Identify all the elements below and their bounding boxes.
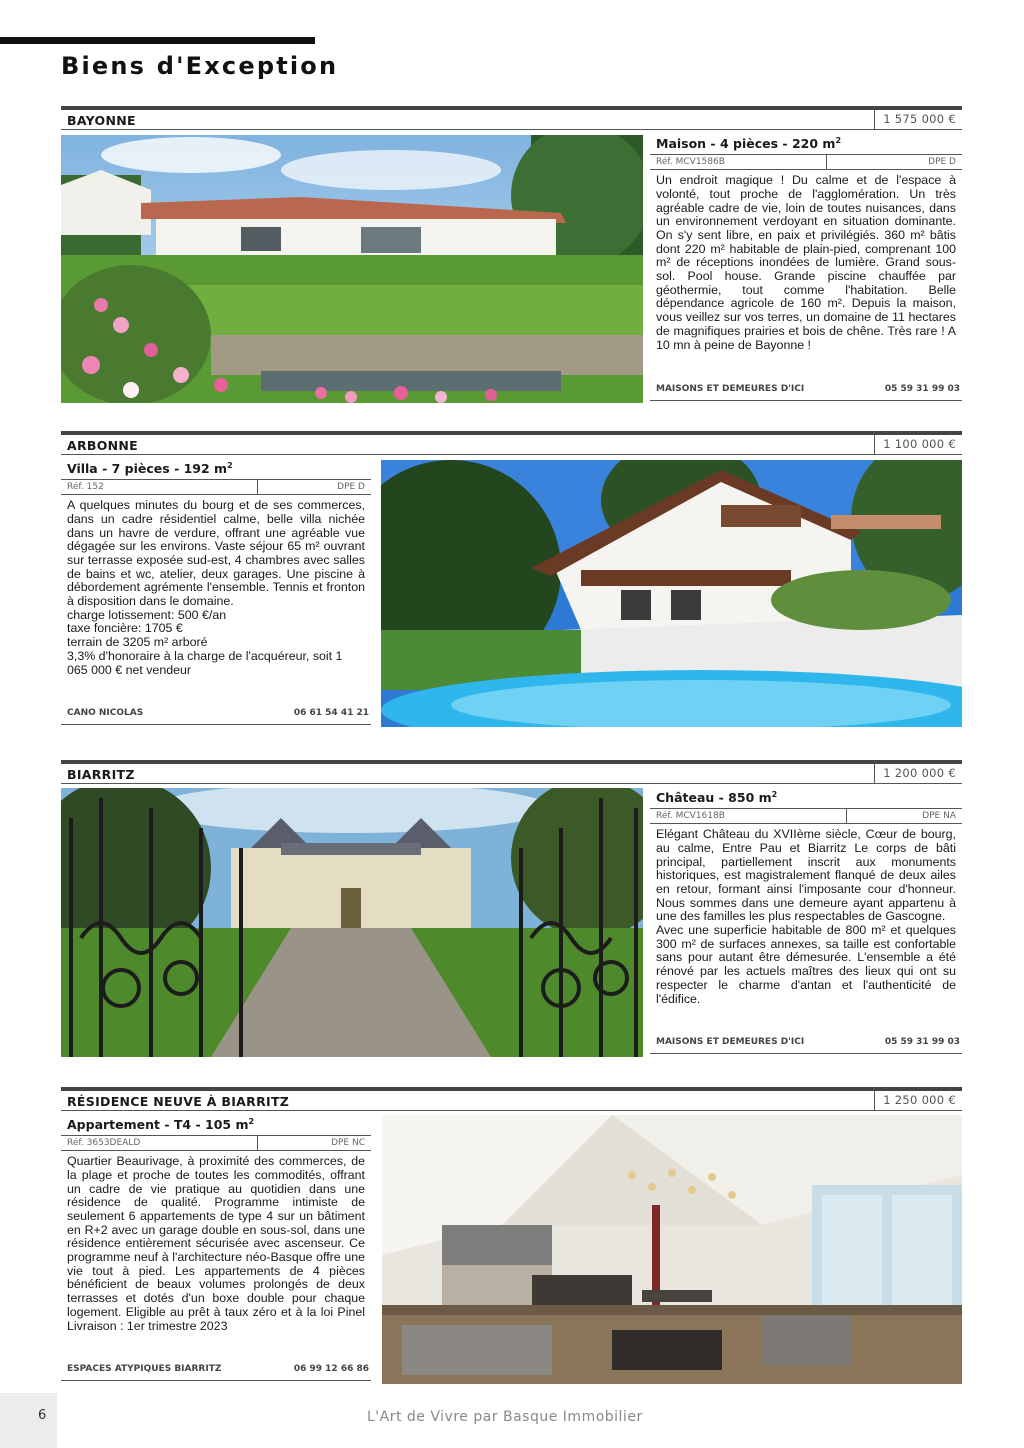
property-type: Appartement - T4 - 105 $m^2$ (61, 1115, 371, 1136)
property-type: Villa - 7 pièces - 192 $m^2$ (61, 459, 371, 480)
listing-arbonne (61, 431, 962, 729)
property-photo[interactable] (61, 135, 643, 403)
ref-row (61, 1136, 371, 1151)
page-number: 6 (38, 1408, 47, 1423)
property-photo[interactable] (381, 460, 962, 727)
reference: Réf. 152 (67, 482, 104, 493)
description: Un endroit magique ! Du calme et de l'espace à volonté, tout proche de l'agglomération. Un très agréable cadre de vie, loin de toutes nuisances, dans un environnement verdoyant en situation dominante. On s'y sent libre, en paix et privilégiés. 360 m² bâtis dont 220 m² habitable de plain-pied, comprenant 100 m² de réceptions inondées de lumière. Grand sous-sol. Pool house. Grande piscine chauffée par géothermie, tout comme l'habitation. Belle dépendance agricole de 160 m². Depuis la maison, vous veillez sur vos terres, un domaine de 11 hectares de magnifiques prairies et bois de chêne. Très rare ! A 10 mn à peine de Bayonne ! (656, 173, 956, 352)
ref-row (61, 480, 371, 495)
agency-name: CANO NICOLAS (67, 708, 144, 718)
listing-price: 1 200 000 € (874, 760, 962, 784)
listing-price: 1 100 000 € (874, 431, 962, 455)
listing-price: 1 575 000 € (874, 106, 962, 130)
agency-name: MAISONS ET DEMEURES D'ICI (656, 1037, 805, 1047)
listing-details (61, 459, 371, 727)
listing-city: ARBONNE (67, 438, 139, 453)
dpe-rating: DPE NA (922, 811, 956, 822)
page-title: Biens d'Exception (61, 52, 339, 80)
listing-city: RÉSIDENCE NEUVE À BIARRITZ (67, 1094, 290, 1109)
listing-biarritz (61, 760, 962, 1060)
agency-name: ESPACES ATYPIQUES BIARRITZ (67, 1364, 222, 1374)
ref-row (650, 809, 962, 824)
property-type: Maison - 4 pièces - 220 $m^2$ (650, 134, 962, 155)
description: A quelques minutes du bourg et de ses commerces, dans un cadre résidentiel calme, belle villa nichée dans un havre de verdure, offrant une agréable vue dégagée sur les environs. Vaste séjour 65 m² ouvrant sur terrasse exposée sud-est, 4 chambres avec salles de bains et wc, atelier, deux garages. Une piscine à débordement agrémente l'ensemble. Tennis et fronton à disposition dans le domaine. charge lotissement: 500 €/an taxe foncière: 1705 € terrain de 3205 m² arboré 3,3% d'honoraire à la charge de l'acquéreur, soit 1 065 000 € net vendeur (67, 498, 365, 677)
ref-row (650, 155, 962, 170)
agency-row (61, 703, 371, 725)
reference: Réf. 3653DEALD (67, 1138, 141, 1149)
agency-name: MAISONS ET DEMEURES D'ICI (656, 384, 805, 394)
listing-header (61, 1087, 962, 1111)
dpe-rating: DPE D (928, 157, 956, 168)
agency-row (61, 1359, 371, 1381)
property-type: Château - 850 $m^2$ (650, 788, 962, 809)
listing-city: BAYONNE (67, 113, 136, 128)
listing-price: 1 250 000 € (874, 1087, 962, 1111)
agency-row (650, 379, 962, 401)
property-photo[interactable] (382, 1115, 962, 1384)
listing-details (650, 134, 962, 404)
listing-header (61, 760, 962, 784)
reference: Réf. MCV1586B (656, 157, 725, 168)
listing-city: BIARRITZ (67, 767, 135, 782)
description: Quartier Beaurivage, à proximité des commerces, de la plage et proche de toutes les commodités, offrant un cadre de vie pratique au quotidien dans une résidence de qualité. Programme intimiste de seulement 6 appartements de type 4 sur un bâtiment en R+2 avec un garage double en sous-sol, dans une résidence entièrement sécurisée avec ascenseur. Ce programme neuf à l'architecture néo-Basque offre une vie tout à pied. Les appartements de 4 pièces bénéficient de beaux volumes prolongés de deux terrasses et dotés d'un boxe double pour chaque logement. Eligible au prêt à taux zéro et à la loi Pinel Livraison : 1er trimestre 2023 (67, 1154, 365, 1333)
top-rule (0, 37, 315, 44)
agency-phone[interactable]: 06 61 54 41 21 (293, 708, 369, 718)
footer-bar (0, 1393, 57, 1448)
listing-bayonne (61, 106, 962, 411)
description: Elégant Château du XVIIème siècle, Cœur de bourg, au calme, Entre Pau et Biarritz Le corps de bâti principal, partiellement inscrit aux monuments historiques, est magistralement flanqué de deux ailes en retour, formant ainsi l'imposante cour d'honneur. Nous sommes dans une demeure ayant appartenu à une des familles les plus respectables de Gascogne. Avec une superficie habitable de 800 m² et quelques 300 m² de surfaces annexes, sa taille est confortable sans pour autant être démesurée. L'ensemble a été rénové par les actuels maîtres des lieux qui ont su respecter le charme d'antan et l'authenticité de l'édifice. (656, 827, 956, 1006)
listing-header (61, 106, 962, 130)
reference: Réf. MCV1618B (656, 811, 725, 822)
listing-header (61, 431, 962, 455)
agency-phone[interactable]: 05 59 31 99 03 (884, 384, 960, 394)
listing-details (650, 788, 962, 1058)
agency-row (650, 1032, 962, 1054)
dpe-rating: DPE D (337, 482, 365, 493)
footer-tagline: L'Art de Vivre par Basque Immobilier (367, 1409, 643, 1425)
listing-details (61, 1115, 371, 1385)
agency-phone[interactable]: 05 59 31 99 03 (884, 1037, 960, 1047)
dpe-rating: DPE NC (331, 1138, 365, 1149)
listing-residence-biarritz (61, 1087, 962, 1387)
agency-phone[interactable]: 06 99 12 66 86 (293, 1364, 369, 1374)
property-photo[interactable] (61, 788, 643, 1057)
